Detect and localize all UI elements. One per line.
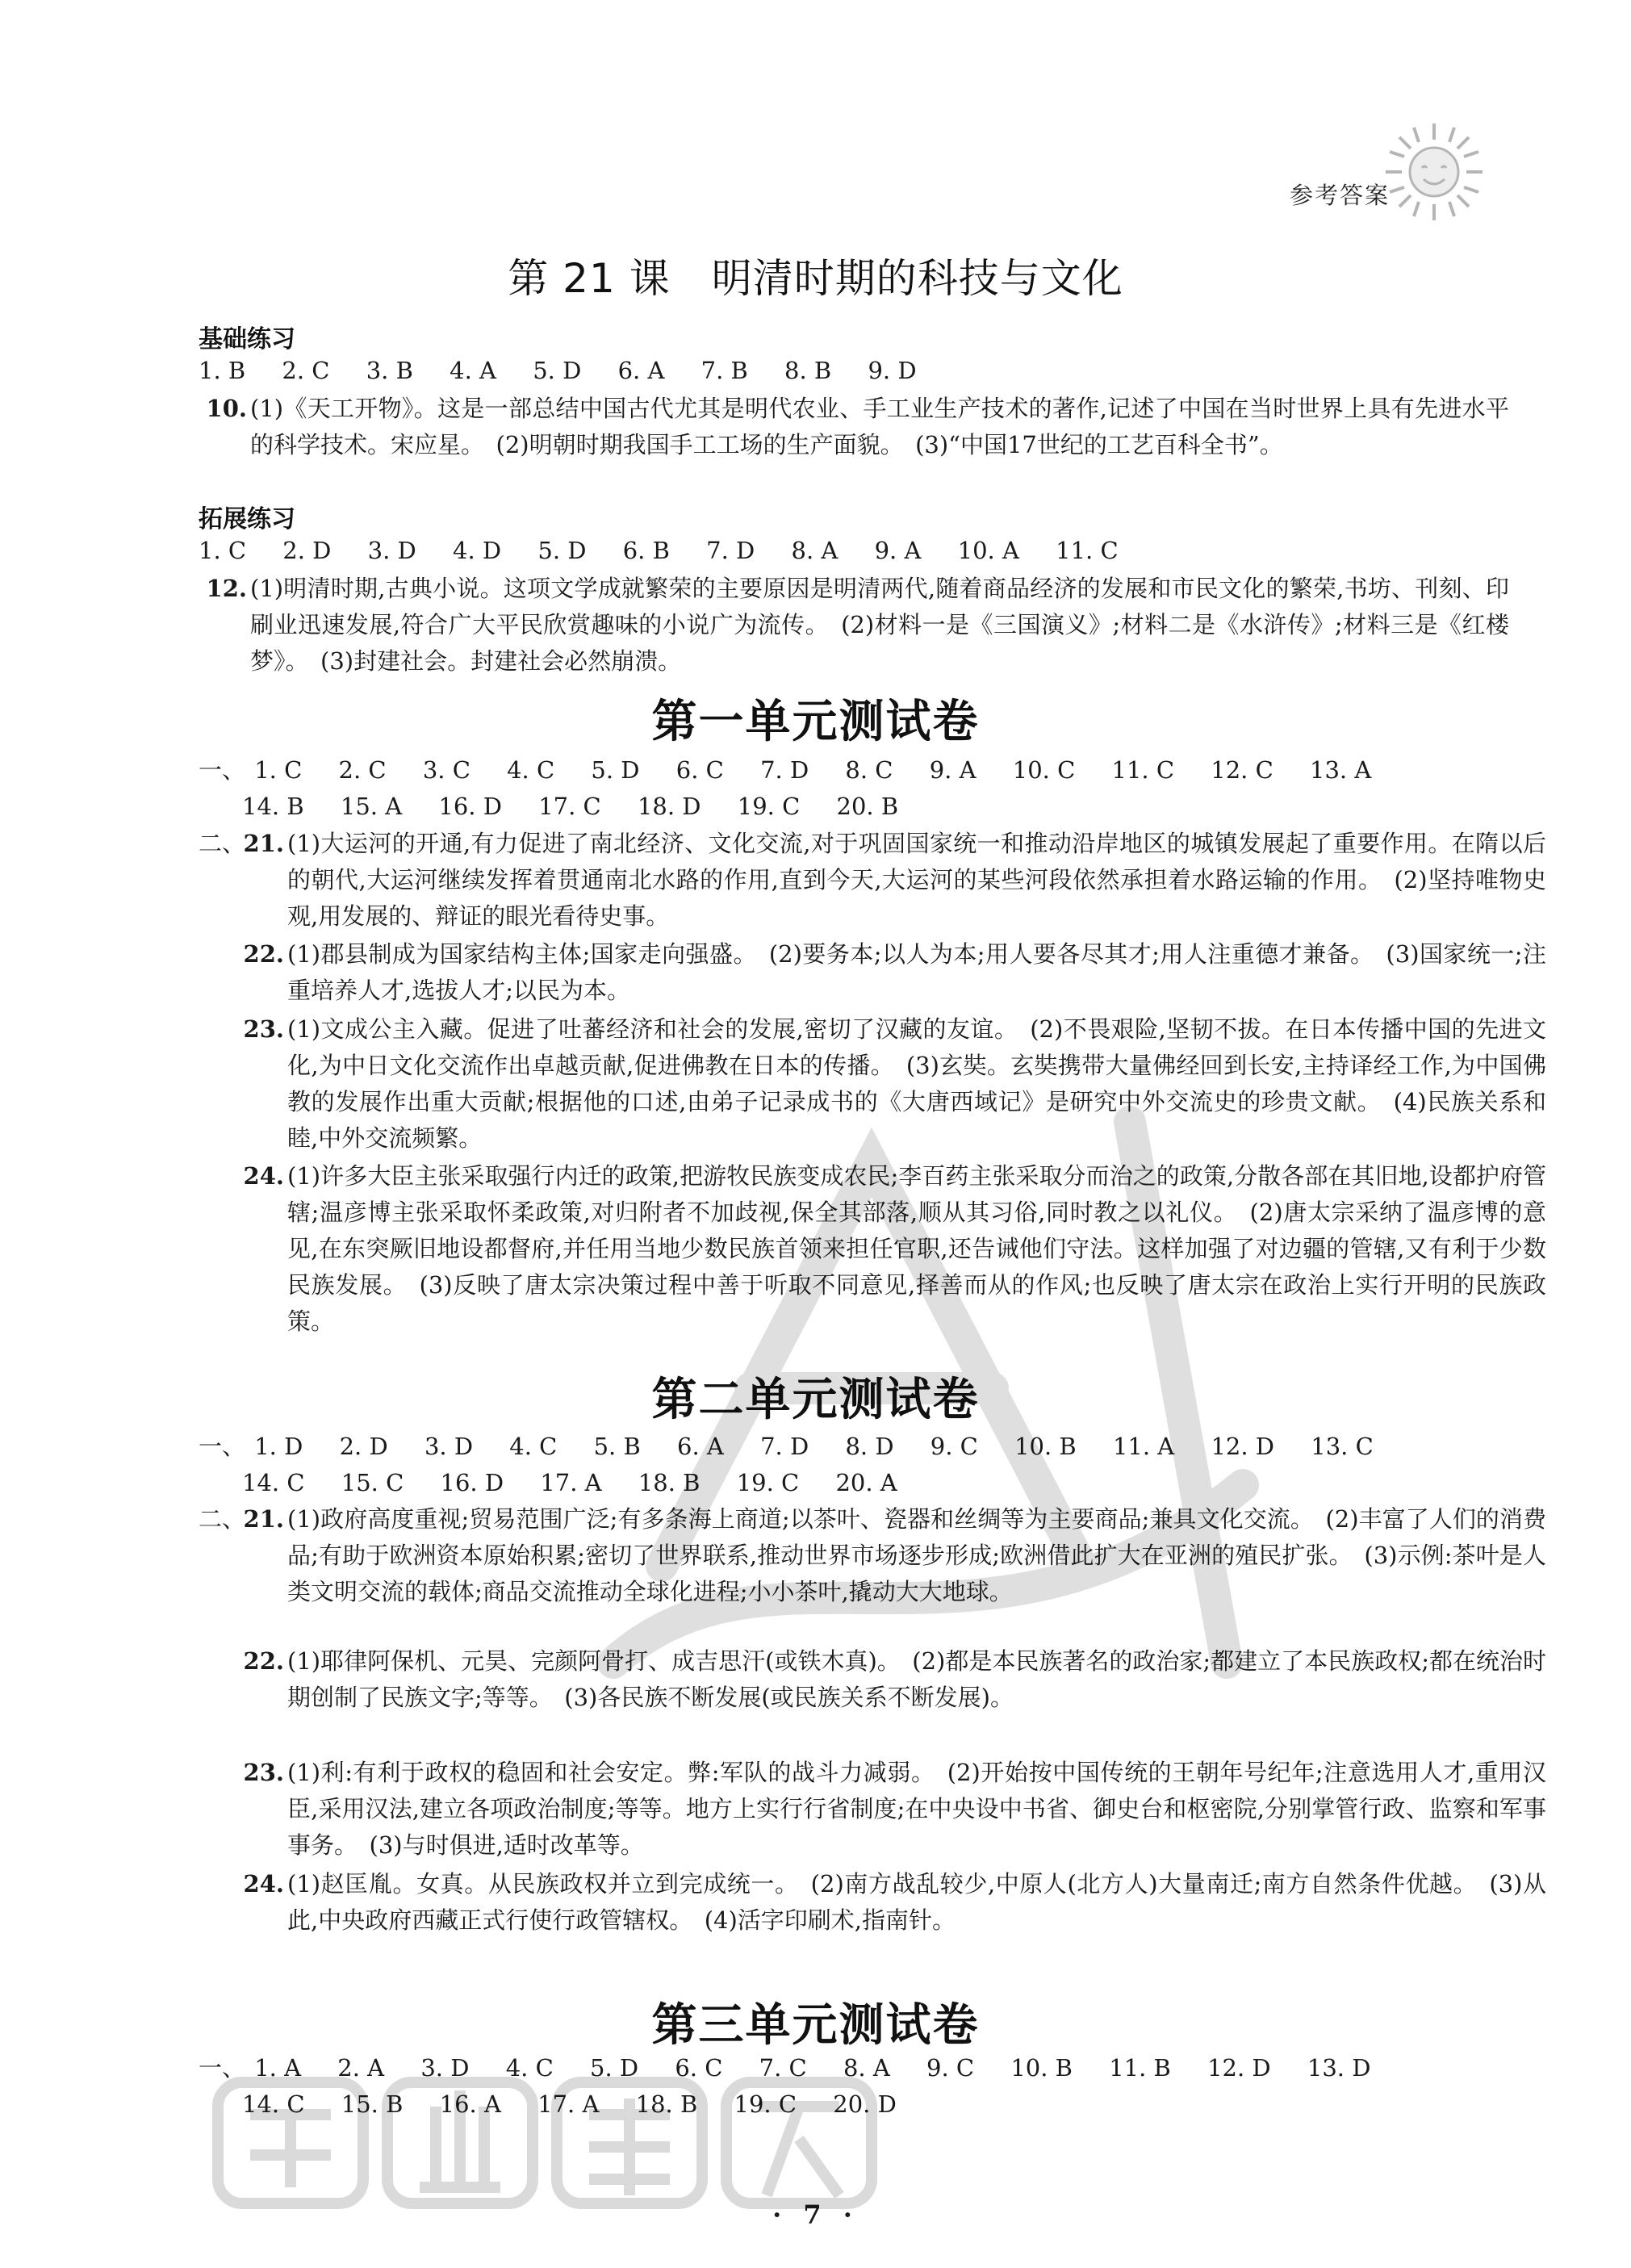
answer-item: 4. D	[453, 537, 502, 564]
answer-item: 4. C	[505, 2054, 554, 2082]
answer-item: 6. A	[617, 357, 665, 384]
unit2-choice-row-1	[199, 1429, 1441, 1464]
answer-item: 19. C	[736, 1469, 800, 1496]
answer-item: 16. A	[439, 2090, 501, 2118]
answer-item: 16. D	[438, 793, 502, 820]
sun-icon	[1382, 119, 1487, 224]
basic-practice-heading: 基础练习	[199, 325, 295, 354]
answer-item: 6. A	[677, 1433, 724, 1460]
answer-item: 1. C	[254, 756, 303, 784]
answer-item: 8. A	[791, 537, 839, 564]
question-text: (1)《天工开物》。这是一部总结中国古代尤其是明代农业、手工业生产技术的著作,记述了中国在当时世界上具有先进水平的科学技术。宋应星。 (2)明朝时期我国手工工场的生产面貌。 (3)“中国17世纪的工艺百科全书”。	[250, 395, 1509, 458]
answer-item: 7. D	[760, 756, 809, 784]
answer-item: 14. C	[242, 1469, 305, 1496]
question-text: (1)许多大臣主张采取强行内迁的政策,把游牧民族变成农民;李百药主张采取分而治之的政策,分散各部在其旧地,设都护府管辖;温彦博主张采取怀柔政策,对归附者不加歧视,保全其部落,顺从其习俗,同时教之以礼仪。 (2)唐太宗采纳了温彦博的意见,在东突厥旧地设都督府,并任用当地少数民族首领来担任官职,还告诫他们守法。这样加强了对边疆的管辖,又有利于少数民族发展。 (3)反映了唐太宗决策过程中善于听取不同意见,择善而从的作风;也反映了唐太宗在政治上实行开明的民族政策。	[287, 1162, 1546, 1335]
answer-item: 3. C	[422, 756, 470, 784]
extension-practice-heading: 拓展练习	[199, 505, 295, 534]
answer-item: 9. C	[926, 2054, 975, 2082]
answer-item: 15. A	[340, 793, 403, 820]
answer-item: 2. C	[282, 357, 330, 384]
question-text: (1)大运河的开通,有力促进了南北经济、文化交流,对于巩固国家统一和推动沿岸地区的城镇发展起了重要作用。在隋以后的朝代,大运河继续发挥着贯通南北水路的作用,直到今天,大运河的某些河段依然承担着水路运输的作用。 (2)坚持唯物史观,用发展的、辩证的眼光看待史事。	[287, 830, 1546, 930]
question-text: (1)利:有利于政权的稳固和社会安定。弊:军队的战斗力减弱。 (2)开始按中国传统的王朝年号纪年;注意选用人才,重用汉臣,采用汉法,建立各项政治制度;等等。地方上实行行省制度;在中央设中书省、御史台和枢密院,分别掌管行政、监察和军事事务。 (3)与时俱进,适时改革等。	[287, 1759, 1546, 1859]
answer-item: 9. A	[929, 756, 977, 784]
answer-item: 20. A	[835, 1469, 897, 1496]
answer-item: 4. C	[509, 1433, 558, 1460]
answer-item: 7. D	[706, 537, 755, 564]
answer-item: 3. D	[367, 537, 416, 564]
answer-item: 15. B	[341, 2090, 404, 2118]
unit3-choice-row-2	[242, 2086, 1485, 2122]
unit1-question-23	[243, 1011, 1546, 1157]
question-12	[206, 571, 1509, 680]
question-text: (1)政府高度重视;贸易范围广泛;有多条海上商道;以茶叶、瓷器和丝绸等为主要商品;兼具文化交流。 (2)丰富了人们的消费品;有助于欧洲资本原始积累;密切了世界联系,推动世界市场逐步形成;欧洲借此扩大在亚洲的殖民扩张。 (3)示例:茶叶是人类文明交流的载体;商品交流推动全球化进程;小小茶叶,撬动大大地球。	[287, 1505, 1546, 1605]
answer-item: 7. C	[759, 2054, 807, 2082]
part-prefix: 二、	[199, 830, 246, 857]
question-number: 22.	[243, 1647, 284, 1675]
answer-item: 14. B	[242, 793, 304, 820]
answer-item: 18. B	[638, 1469, 700, 1496]
answer-item: 2. D	[339, 1433, 388, 1460]
answer-item: 1. D	[254, 1433, 303, 1460]
question-number: 22.	[243, 940, 284, 968]
answer-item: 11. B	[1109, 2054, 1171, 2082]
question-number: 21.	[243, 830, 284, 857]
header-label: 参考答案	[1290, 182, 1391, 209]
unit2-question-24	[243, 1866, 1546, 1939]
answer-item: 8. B	[784, 357, 832, 384]
answer-item: 18. D	[637, 793, 701, 820]
question-text: (1)耶律阿保机、元昊、完颜阿骨打、成吉思汗(或铁木真)。 (2)都是本民族著名的政治家;都建立了本民族政权;都在统治时期创制了民族文字;等等。 (3)各民族不断发展(或民族关系不断发展)。	[287, 1647, 1546, 1711]
answer-item: 12. D	[1207, 2054, 1271, 2082]
unit1-question-22	[243, 936, 1546, 1009]
answer-item: 9. C	[930, 1433, 978, 1460]
unit1-choice-row-2	[242, 789, 1485, 824]
answer-item: 6. C	[675, 2054, 723, 2082]
answer-item: 3. B	[366, 357, 413, 384]
part-prefix: 二、	[199, 1505, 246, 1533]
answer-item: 3. D	[420, 2054, 470, 2082]
answer-item: 6. C	[675, 756, 724, 784]
answer-item: 8. C	[845, 756, 893, 784]
basic-answers-row	[199, 353, 1441, 388]
answer-item: 9. A	[874, 537, 922, 564]
answer-item: 13. A	[1310, 756, 1372, 784]
answer-item: 6. B	[622, 537, 670, 564]
unit1-question-21	[199, 826, 1546, 935]
unit3-title: 第三单元测试卷	[651, 1998, 980, 2052]
part-prefix: 一、	[199, 756, 246, 784]
unit2-question-22	[243, 1643, 1546, 1716]
question-text: (1)郡县制成为国家结构主体;国家走向强盛。 (2)要务本;以人为本;用人要各尽其才;用人注重德才兼备。 (3)国家统一;注重培养人才,选拔人才;以民为本。	[287, 940, 1546, 1004]
question-text: (1)文成公主入藏。促进了吐蕃经济和社会的发展,密切了汉藏的友谊。 (2)不畏艰险,坚韧不拔。在日本传播中国的先进文化,为中日文化交流作出卓越贡献,促进佛教在日本的传播。 (3)玄奘。玄奘携带大量佛经回到长安,主持译经工作,为中国佛教的发展作出重大贡献;根据他的口述,由弟子记录成书的《大唐西域记》是研究中外交流史的珍贵文献。 (4)民族关系和睦,中外交流频繁。	[287, 1015, 1546, 1152]
answer-item: 17. C	[538, 793, 601, 820]
unit2-question-23	[243, 1755, 1546, 1864]
answer-item: 18. B	[635, 2090, 698, 2118]
unit3-choice-row-1	[199, 2050, 1441, 2086]
question-text: (1)赵匡胤。女真。从民族政权并立到完成统一。 (2)南方战乱较少,中原人(北方人)大量南迁;南方自然条件优越。 (3)从此,中央政府西藏正式行使行政管辖权。 (4)活字印刷术,指南针。	[287, 1870, 1546, 1934]
answer-item: 11. C	[1056, 537, 1119, 564]
question-number: 24.	[243, 1162, 284, 1190]
answer-item: 10. B	[1014, 1433, 1077, 1460]
part-prefix: 一、	[199, 2054, 246, 2082]
answer-item: 17. A	[537, 2090, 600, 2118]
answer-item: 5. D	[591, 756, 640, 784]
answer-item: 11. A	[1112, 1433, 1175, 1460]
answer-item: 3. D	[424, 1433, 474, 1460]
answer-item: 9. D	[868, 357, 917, 384]
answer-item: 11. C	[1111, 756, 1175, 784]
question-10	[206, 391, 1509, 463]
answer-item: 5. D	[590, 2054, 639, 2082]
unit2-question-21	[199, 1501, 1546, 1610]
answer-item: 20. D	[833, 2090, 897, 2118]
answer-item: 15. C	[341, 1469, 404, 1496]
answer-item: 5. B	[593, 1433, 641, 1460]
answer-item: 8. A	[843, 2054, 890, 2082]
answer-item: 7. B	[700, 357, 748, 384]
answer-item: 17. A	[540, 1469, 602, 1496]
question-number: 24.	[243, 1870, 284, 1898]
answer-item: 10. C	[1012, 756, 1076, 784]
answer-item: 1. C	[199, 537, 247, 564]
question-number: 23.	[243, 1759, 284, 1786]
unit2-title: 第二单元测试卷	[651, 1373, 980, 1426]
answer-item: 14. C	[242, 2090, 305, 2118]
answer-item: 4. A	[450, 357, 496, 384]
answer-item: 12. C	[1211, 756, 1273, 784]
answer-item: 7. D	[760, 1433, 809, 1460]
question-text: (1)明清时期,古典小说。这项文学成就繁荣的主要原因是明清两代,随着商品经济的发展和市民文化的繁荣,书坊、刊刻、印刷业迅速发展,符合广大平民欣赏趣味的小说广为流传。 (2)材料一是《三国演义》;材料二是《水浒传》;材料三是《红楼梦》。 (3)封建社会。封建社会必然崩溃。	[250, 575, 1509, 675]
answer-item: 13. C	[1311, 1433, 1374, 1460]
question-number: 21.	[243, 1505, 284, 1533]
answer-item: 4. C	[507, 756, 555, 784]
answer-item: 2. D	[282, 537, 332, 564]
unit1-title: 第一单元测试卷	[651, 695, 980, 748]
answer-item: 12. D	[1211, 1433, 1275, 1460]
answer-item: 1. A	[254, 2054, 302, 2082]
answer-item: 1. B	[199, 357, 246, 384]
extension-answers-row	[199, 533, 1441, 568]
answer-item: 2. C	[338, 756, 387, 784]
page-number: · 7 ·	[772, 2199, 859, 2230]
question-number: 10.	[206, 395, 247, 422]
lesson-title: 第 21 课 明清时期的科技与文化	[508, 255, 1123, 302]
unit1-question-24	[243, 1158, 1546, 1340]
part-prefix: 一、	[199, 1433, 246, 1460]
question-number: 23.	[243, 1015, 284, 1043]
answer-item: 5. D	[537, 537, 587, 564]
answer-item: 13. D	[1307, 2054, 1371, 2082]
answer-item: 2. A	[337, 2054, 385, 2082]
answer-item: 16. D	[440, 1469, 504, 1496]
answer-item: 19. C	[734, 2090, 797, 2118]
answer-item: 20. B	[836, 793, 899, 820]
answer-item: 10. B	[1010, 2054, 1073, 2082]
unit1-choice-row-1	[199, 752, 1441, 788]
answer-item: 8. D	[845, 1433, 894, 1460]
answer-item: 19. C	[737, 793, 801, 820]
answer-item: 5. D	[533, 357, 582, 384]
question-number: 12.	[206, 575, 247, 602]
answer-item: 10. A	[957, 537, 1019, 564]
unit2-choice-row-2	[242, 1465, 1485, 1500]
